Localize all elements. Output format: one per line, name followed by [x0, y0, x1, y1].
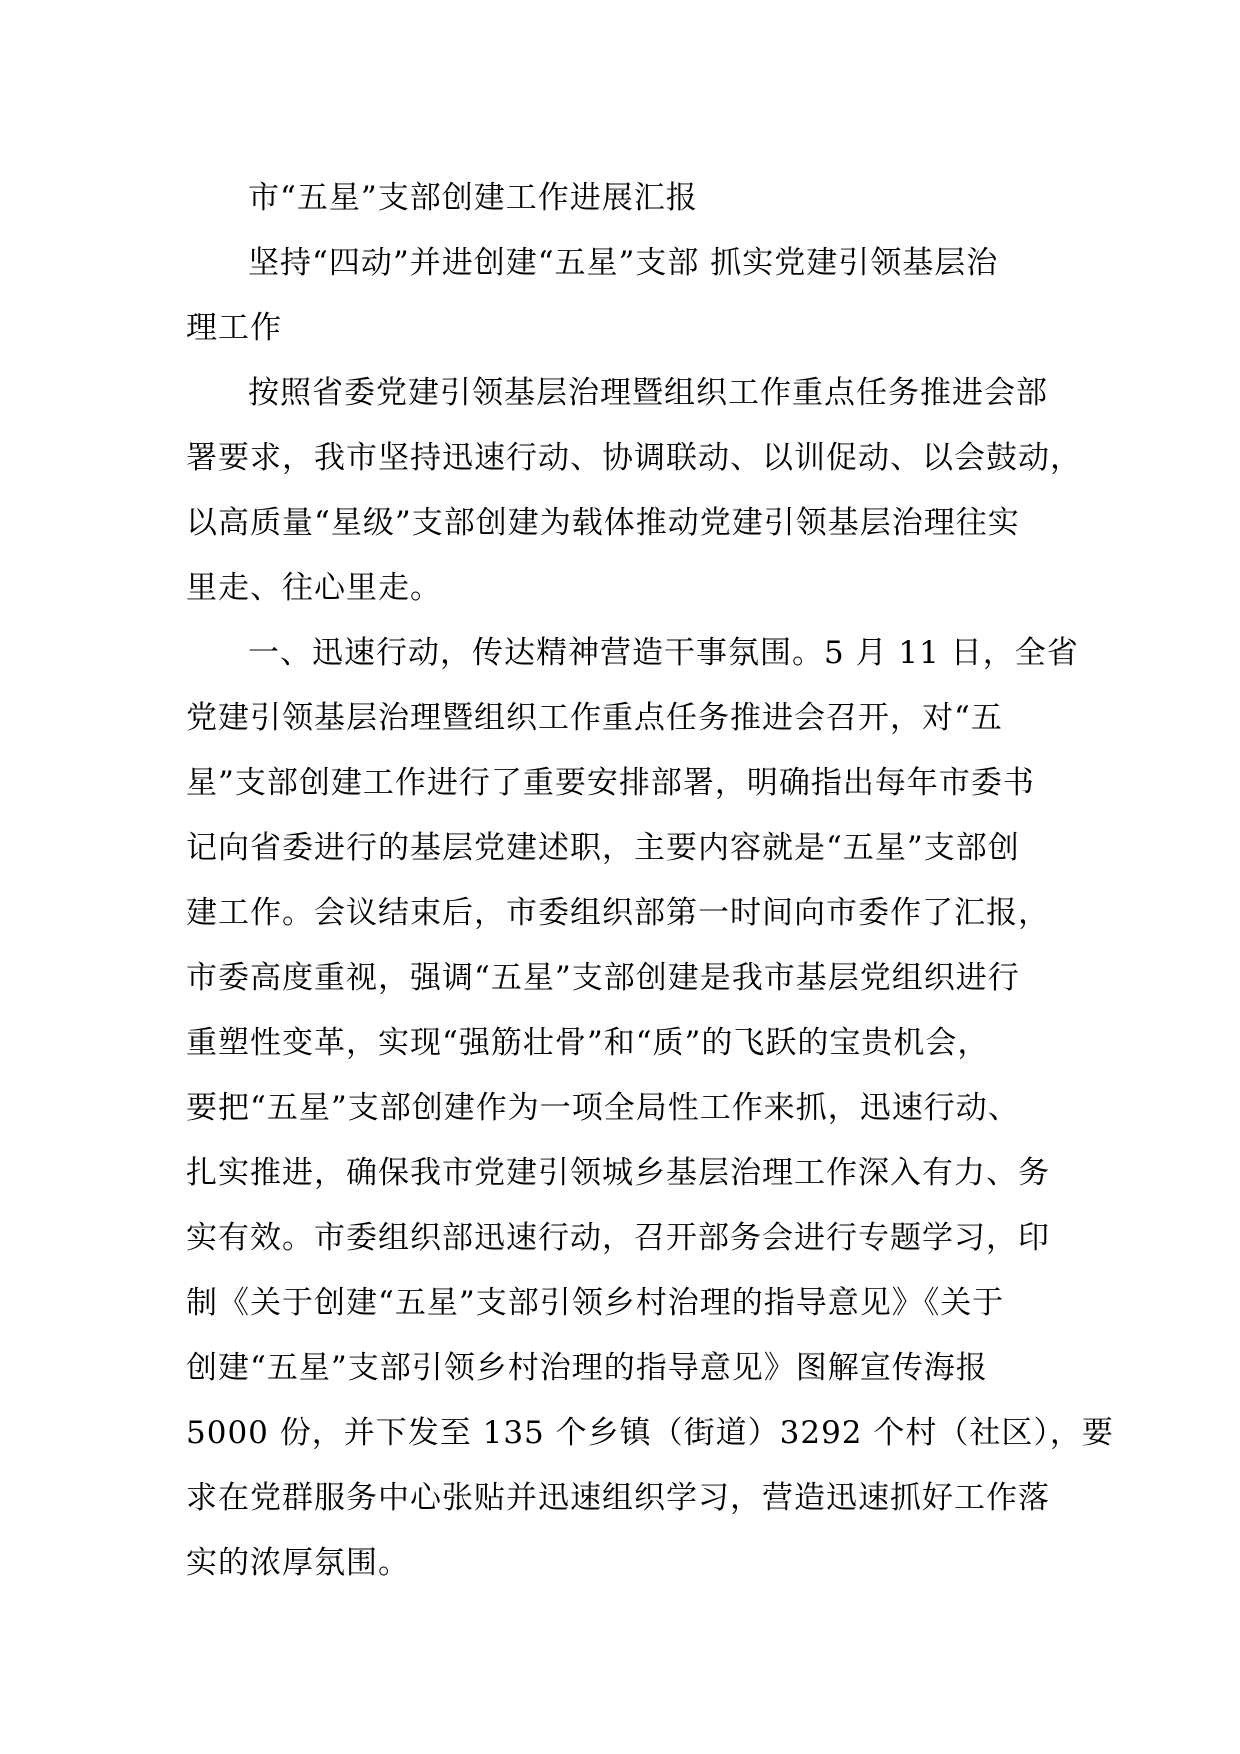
section-1-line: 制《关于创建“五星”支部引领乡村治理的指导意见》《关于	[186, 1285, 1005, 1321]
subtitle-line: 坚持“四动”并进创建“五星”支部 抓实党建引领基层治	[248, 245, 999, 281]
section-1-line: 一、迅速行动，传达精神营造干事氛围。5 月 11 日，全省	[248, 635, 1079, 671]
section-1-line: 5000 份，并下发至 135 个乡镇（街道）3292 个村（社区），要	[186, 1415, 1114, 1451]
section-1-line: 求在党群服务中心张贴并迅速组织学习，营造迅速抓好工作落	[186, 1480, 1050, 1516]
intro-paragraph	[186, 361, 1082, 621]
document-title	[186, 166, 1056, 231]
document-subtitle	[186, 231, 1056, 361]
intro-line: 按照省委党建引领基层治理暨组织工作重点任务推进会部	[248, 375, 1048, 411]
section-1-line: 要把“五星”支部创建作为一项全局性工作来抓，迅速行动、	[186, 1090, 1020, 1126]
section-1-line: 星”支部创建工作进行了重要安排部署，明确指出每年市委书	[186, 765, 1035, 801]
section-1-line: 实有效。市委组织部迅速行动，召开部务会进行专题学习，印	[186, 1220, 1050, 1256]
title-line: 市“五星”支部创建工作进展汇报	[248, 180, 698, 216]
section-1-line: 记向省委进行的基层党建述职，主要内容就是“五星”支部创	[186, 830, 1020, 866]
intro-line: 署要求，我市坚持迅速行动、协调联动、以训促动、以会鼓动，	[186, 440, 1082, 476]
section-1-line: 党建引领基层治理暨组织工作重点任务推进会召开，对“五	[186, 700, 1003, 736]
intro-line: 以高质量“星级”支部创建为载体推动党建引领基层治理往实	[186, 505, 1020, 541]
section-1-line: 重塑性变革，实现“强筋壮骨”和“质”的飞跃的宝贵机会，	[186, 1025, 990, 1061]
subtitle-line: 理工作	[186, 310, 282, 346]
document-body	[186, 166, 1114, 1596]
intro-line: 里走、往心里走。	[186, 570, 442, 606]
section-1-paragraph	[186, 621, 1114, 1596]
section-1-line: 建工作。会议结束后，市委组织部第一时间向市委作了汇报，	[186, 895, 1050, 931]
section-1-line: 市委高度重视，强调“五星”支部创建是我市基层党组织进行	[186, 960, 1020, 996]
section-1-line: 实的浓厚氛围。	[186, 1545, 410, 1581]
section-1-line: 扎实推进，确保我市党建引领城乡基层治理工作深入有力、务	[186, 1155, 1050, 1191]
section-1-line: 创建“五星”支部引领乡村治理的指导意见》图解宣传海报	[186, 1350, 988, 1386]
